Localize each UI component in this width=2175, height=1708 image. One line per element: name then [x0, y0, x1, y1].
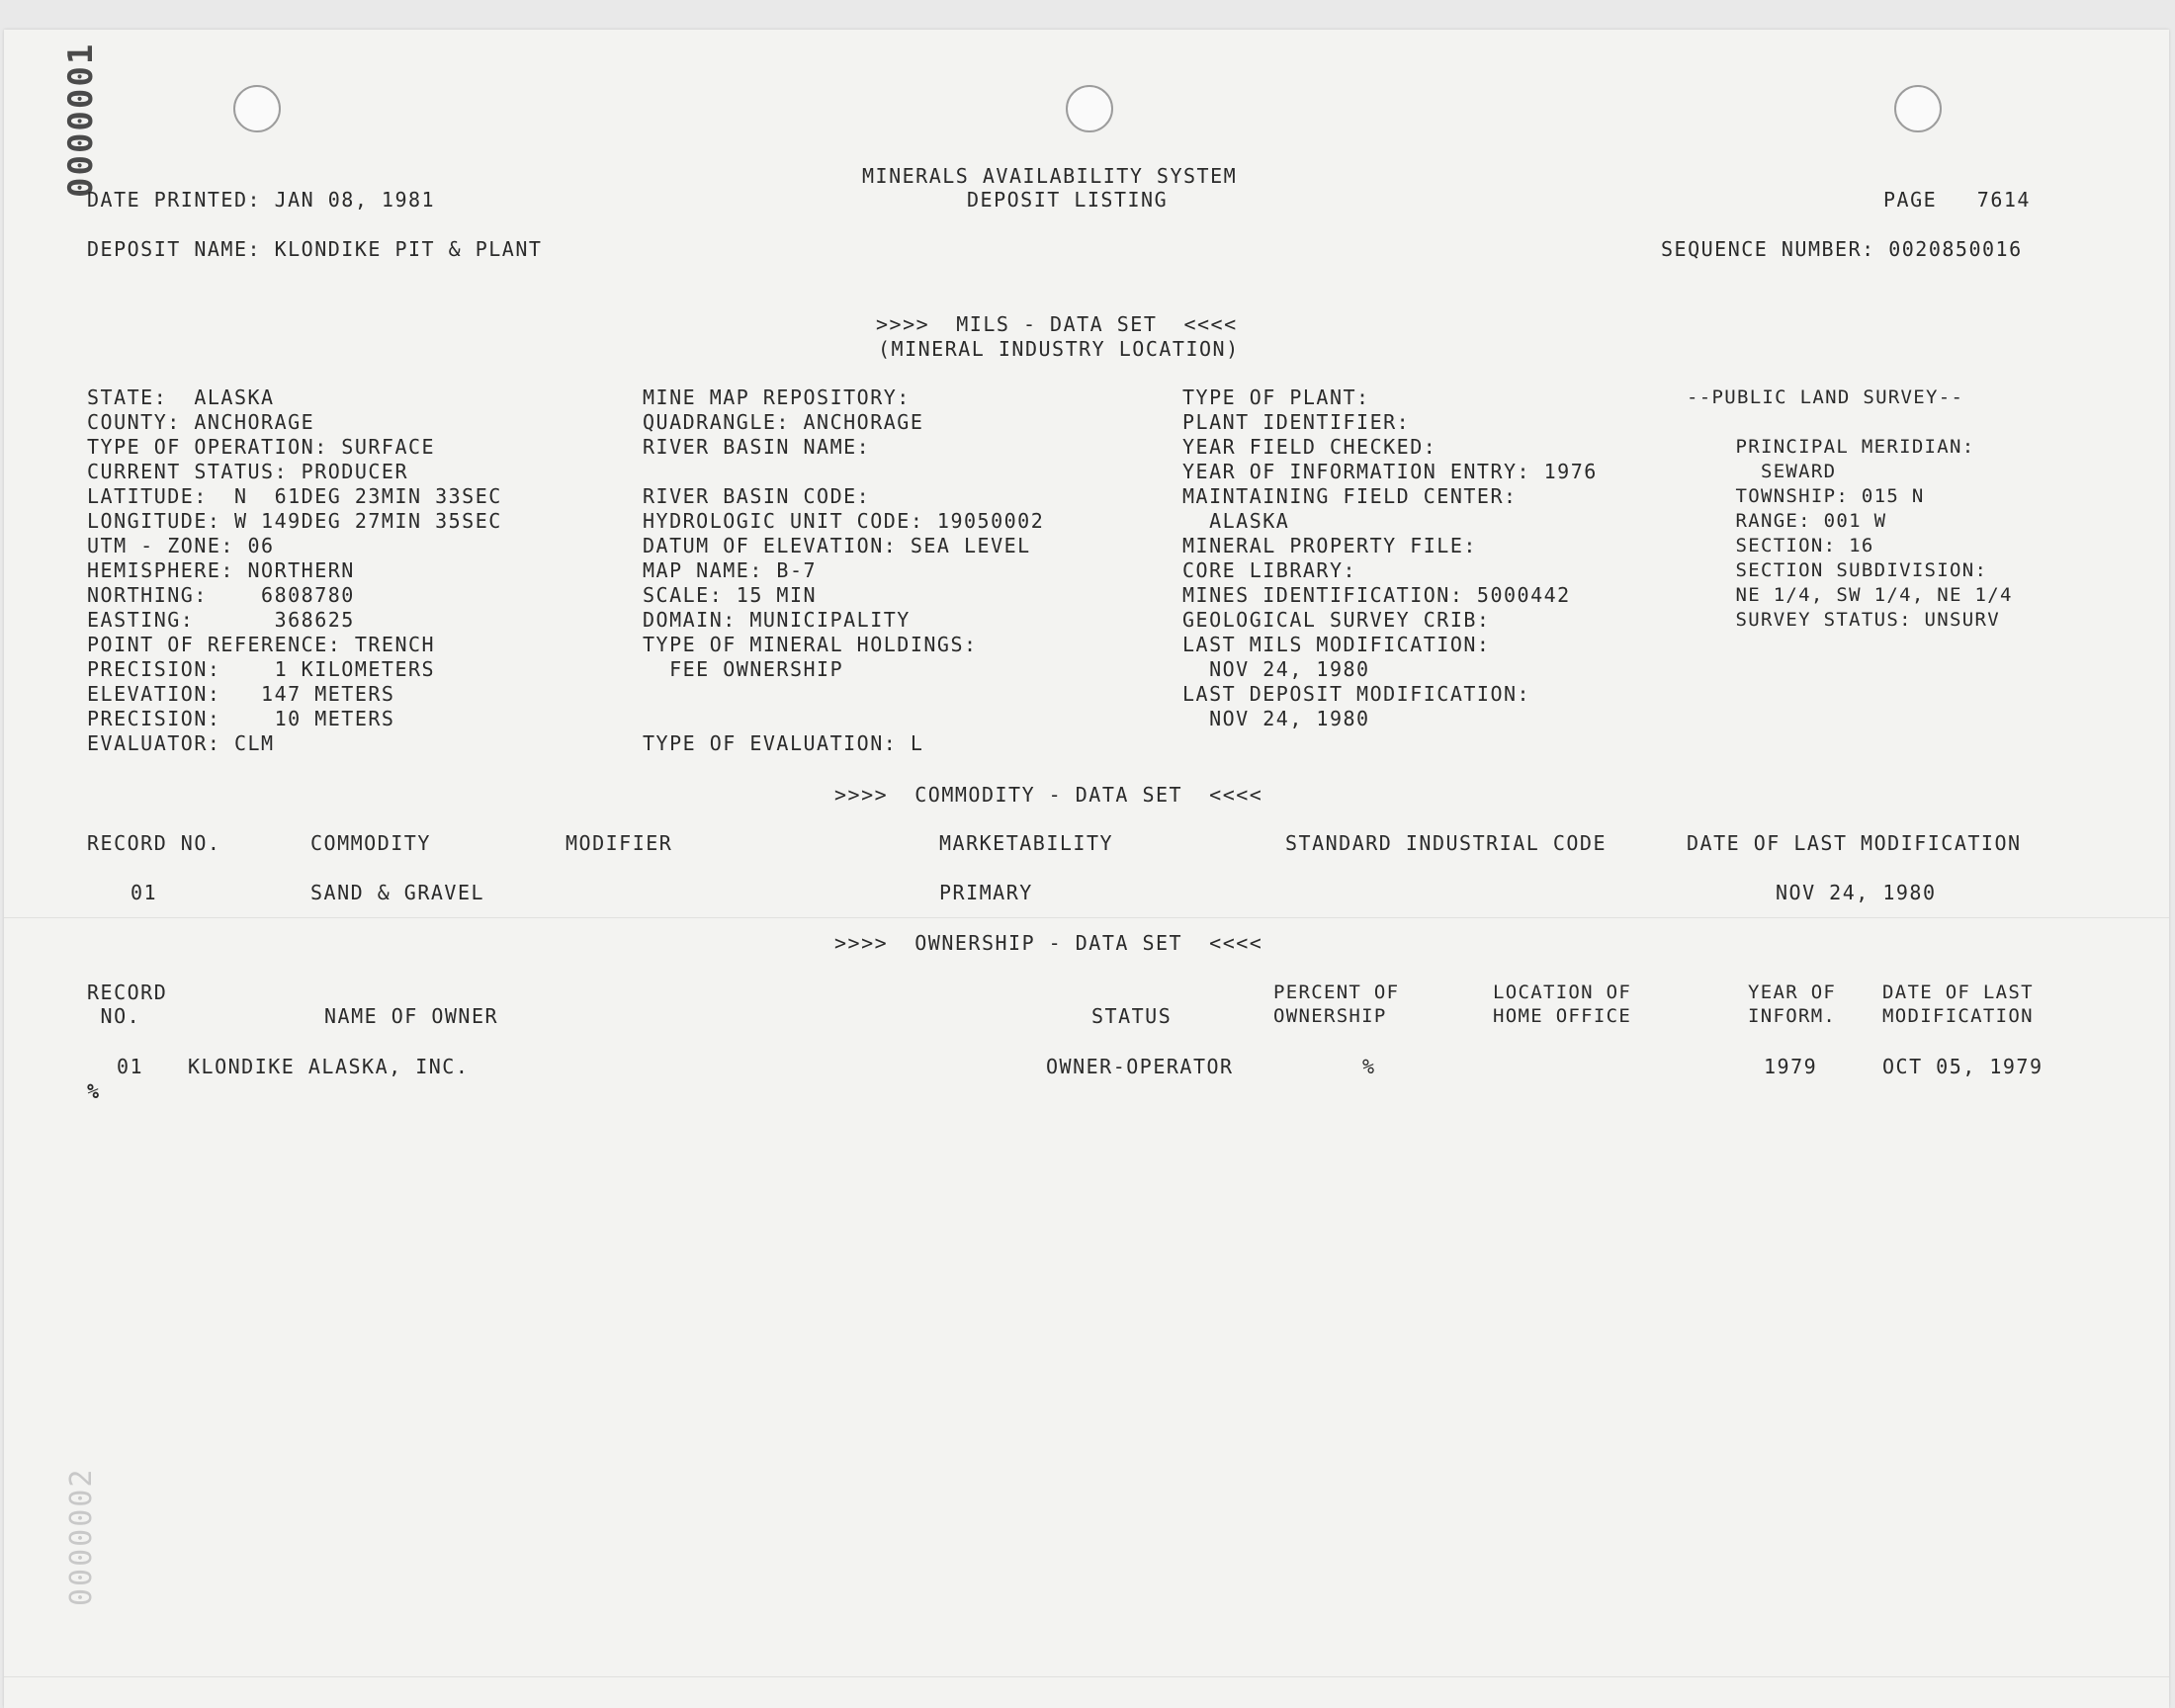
ownership-header-status: STATUS — [1091, 1004, 1173, 1028]
side-stamp-number-faint: 0000002 — [64, 1467, 99, 1606]
mils-field: SCALE: 15 MIN — [643, 583, 818, 607]
mils-field: LAST DEPOSIT MODIFICATION: — [1182, 682, 1531, 706]
mils-field: GEOLOGICAL SURVEY CRIB: — [1182, 608, 1491, 632]
ownership-section-title: >>>> OWNERSHIP - DATA SET <<<< — [834, 931, 1263, 955]
mils-field: HEMISPHERE: NORTHERN — [87, 558, 355, 582]
commodity-section-title: >>>> COMMODITY - DATA SET <<<< — [834, 783, 1263, 807]
mils-field: PRECISION: 1 KILOMETERS — [87, 657, 436, 681]
listing-title: DEPOSIT LISTING — [967, 188, 1169, 212]
mils-field: LATITUDE: N 61DEG 23MIN 33SEC — [87, 484, 502, 508]
ownership-header-record: RECORD — [87, 981, 168, 1004]
ownership-date: OCT 05, 1979 — [1882, 1055, 2044, 1078]
ownership-year: 1979 — [1764, 1055, 1818, 1078]
mils-field: TOWNSHIP: 015 N — [1710, 485, 1925, 507]
mils-field: EASTING: 368625 — [87, 608, 355, 632]
document-page — [4, 30, 2169, 1708]
mils-section-subtitle: (MINERAL INDUSTRY LOCATION) — [878, 337, 1240, 361]
ownership-header-date: DATE OF LAST — [1882, 982, 2034, 1003]
mils-field: TYPE OF EVALUATION: L — [643, 731, 924, 755]
record-end-mark: % — [87, 1079, 101, 1103]
mils-field: EVALUATOR: CLM — [87, 731, 275, 755]
mils-field: HYDROLOGIC UNIT CODE: 19050002 — [643, 509, 1045, 533]
mils-field: MAINTAINING FIELD CENTER: — [1182, 484, 1518, 508]
ownership-record-no: 01 — [117, 1055, 144, 1078]
mils-field: LONGITUDE: W 149DEG 27MIN 35SEC — [87, 509, 502, 533]
ownership-header-percent-2: OWNERSHIP — [1273, 1005, 1387, 1027]
binder-hole-center — [1066, 85, 1113, 132]
mils-field: RIVER BASIN CODE: — [643, 484, 871, 508]
mils-field: MINE MAP REPOSITORY: — [643, 385, 911, 409]
commodity-header-commodity: COMMODITY — [310, 831, 431, 855]
mils-field: NOV 24, 1980 — [1182, 707, 1370, 730]
ownership-header-date-2: MODIFICATION — [1882, 1005, 2034, 1027]
mils-field: UTM - ZONE: 06 — [87, 534, 275, 557]
commodity-header-date-mod: DATE OF LAST MODIFICATION — [1687, 831, 2022, 855]
sequence-number: SEQUENCE NUMBER: 0020850016 — [1661, 237, 2023, 261]
side-stamp-number: 0000001 — [61, 42, 101, 198]
mils-field: MAP NAME: B-7 — [643, 558, 818, 582]
ownership-owner-name: KLONDIKE ALASKA, INC. — [188, 1055, 470, 1078]
mils-field: QUADRANGLE: ANCHORAGE — [643, 410, 924, 434]
binder-hole-left — [233, 85, 281, 132]
mils-field: RANGE: 001 W — [1710, 510, 1887, 532]
mils-field: MINERAL PROPERTY FILE: — [1182, 534, 1477, 557]
mils-field: LAST MILS MODIFICATION: — [1182, 633, 1491, 656]
mils-field: TYPE OF OPERATION: SURFACE — [87, 435, 436, 459]
mils-field: TYPE OF PLANT: — [1182, 385, 1370, 409]
commodity-name: SAND & GRAVEL — [310, 881, 485, 904]
mils-field: FEE OWNERSHIP — [643, 657, 844, 681]
commodity-marketability: PRIMARY — [939, 881, 1033, 904]
mils-field: NORTHING: 6808780 — [87, 583, 355, 607]
commodity-header-modifier: MODIFIER — [566, 831, 673, 855]
commodity-header-marketability: MARKETABILITY — [939, 831, 1114, 855]
mils-field: SECTION: 16 — [1710, 535, 1874, 556]
commodity-date-mod: NOV 24, 1980 — [1776, 881, 1937, 904]
mils-field: COUNTY: ANCHORAGE — [87, 410, 315, 434]
mils-field: STATE: ALASKA — [87, 385, 275, 409]
mils-field: RIVER BASIN NAME: — [643, 435, 871, 459]
commodity-header-sic: STANDARD INDUSTRIAL CODE — [1285, 831, 1607, 855]
commodity-header-record-no: RECORD NO. — [87, 831, 221, 855]
ownership-status: OWNER-OPERATOR — [1046, 1055, 1234, 1078]
ownership-header-name: NAME OF OWNER — [324, 1004, 499, 1028]
system-title: MINERALS AVAILABILITY SYSTEM — [862, 164, 1238, 188]
ownership-header-year-2: INFORM. — [1748, 1005, 1837, 1027]
mils-field: POINT OF REFERENCE: TRENCH — [87, 633, 436, 656]
date-printed: DATE PRINTED: JAN 08, 1981 — [87, 188, 436, 212]
mils-field: YEAR OF INFORMATION ENTRY: 1976 — [1182, 460, 1598, 483]
mils-field: DOMAIN: MUNICIPALITY — [643, 608, 911, 632]
ownership-header-year: YEAR OF — [1748, 982, 1837, 1003]
mils-field: --PUBLIC LAND SURVEY-- — [1687, 386, 1964, 408]
binder-hole-right — [1894, 85, 1942, 132]
mils-field: ELEVATION: 147 METERS — [87, 682, 395, 706]
ownership-header-record-no: NO. — [87, 1004, 141, 1028]
commodity-record-no: 01 — [130, 881, 158, 904]
mils-field: CURRENT STATUS: PRODUCER — [87, 460, 408, 483]
mils-field: SECTION SUBDIVISION: — [1710, 559, 1988, 581]
page-number: PAGE 7614 — [1883, 188, 2031, 212]
mils-field: PRECISION: 10 METERS — [87, 707, 395, 730]
mils-field: PLANT IDENTIFIER: — [1182, 410, 1411, 434]
ownership-header-percent: PERCENT OF — [1273, 982, 1400, 1003]
mils-field: CORE LIBRARY: — [1182, 558, 1357, 582]
mils-field: TYPE OF MINERAL HOLDINGS: — [643, 633, 978, 656]
mils-field: MINES IDENTIFICATION: 5000442 — [1182, 583, 1571, 607]
mils-field: PRINCIPAL MERIDIAN: — [1710, 436, 1975, 458]
mils-field: ALASKA — [1182, 509, 1290, 533]
mils-field: YEAR FIELD CHECKED: — [1182, 435, 1437, 459]
ownership-header-location-2: HOME OFFICE — [1493, 1005, 1632, 1027]
mils-field: SEWARD — [1710, 461, 1837, 482]
ownership-header-location: LOCATION OF — [1493, 982, 1632, 1003]
mils-section-title: >>>> MILS - DATA SET <<<< — [876, 312, 1238, 336]
mils-field: NE 1/4, SW 1/4, NE 1/4 — [1710, 584, 2013, 606]
ownership-percent: % — [1362, 1055, 1376, 1078]
deposit-name: DEPOSIT NAME: KLONDIKE PIT & PLANT — [87, 237, 543, 261]
mils-field: SURVEY STATUS: UNSURV — [1710, 609, 2000, 631]
mils-field: DATUM OF ELEVATION: SEA LEVEL — [643, 534, 1031, 557]
mils-field: NOV 24, 1980 — [1182, 657, 1370, 681]
